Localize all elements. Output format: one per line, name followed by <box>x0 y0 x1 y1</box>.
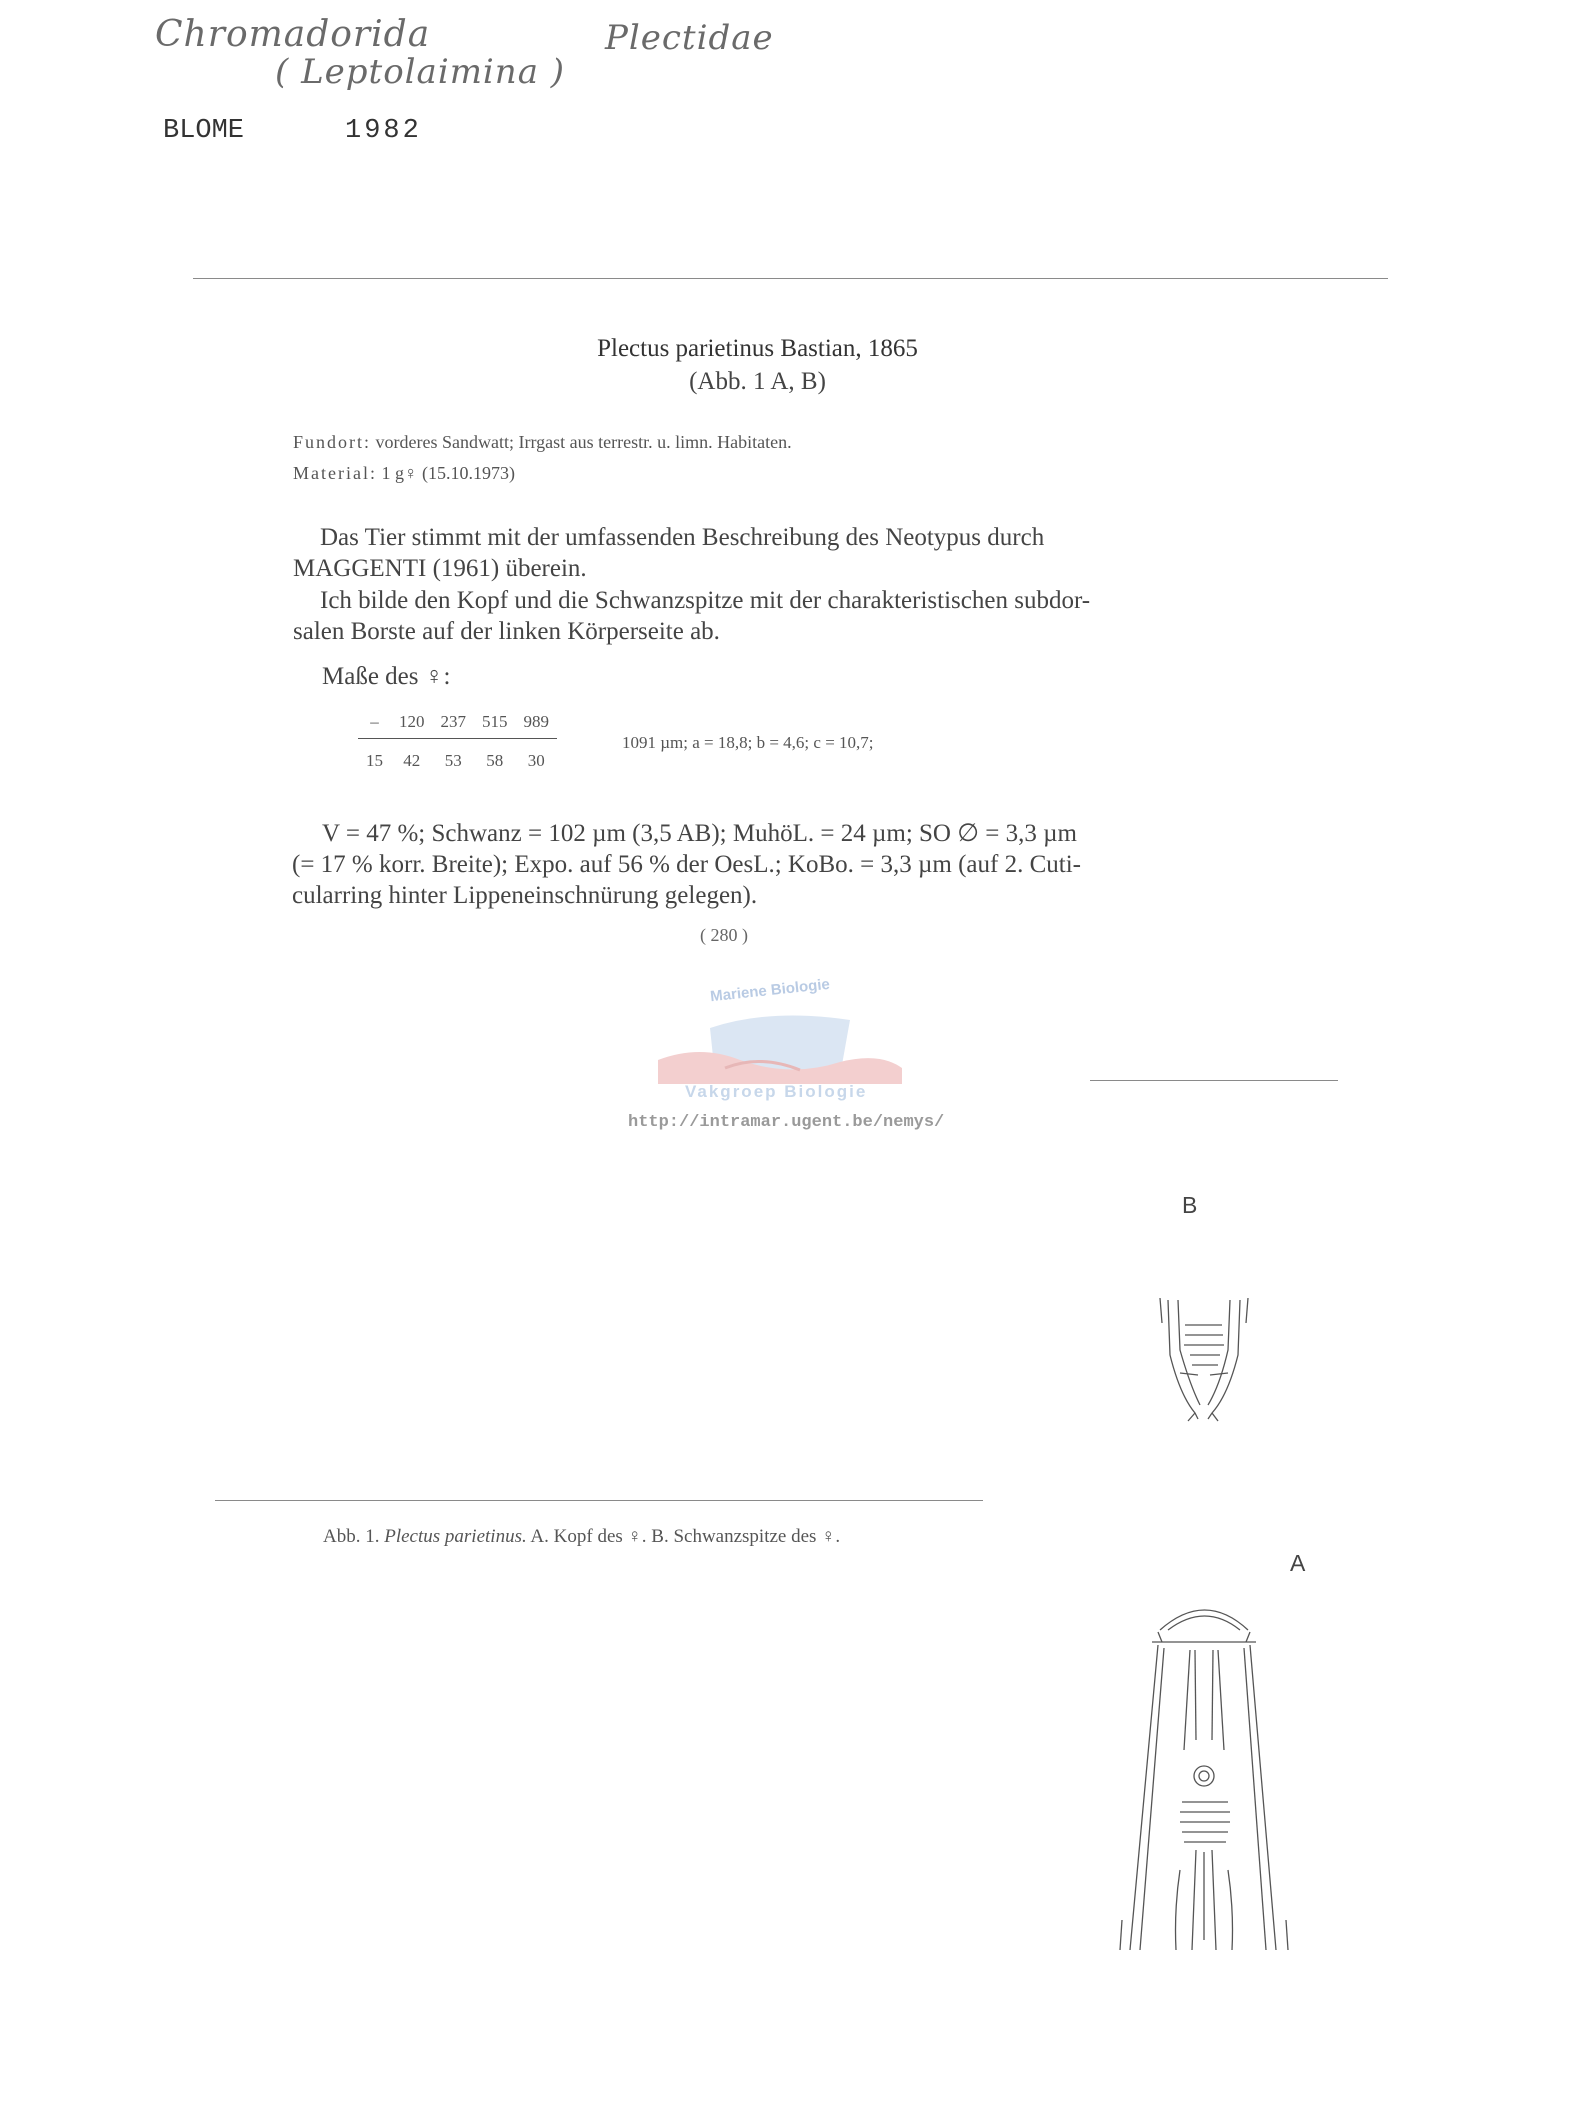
species-title <box>0 335 1515 363</box>
caption-species: Plectus parietinus. <box>384 1526 527 1547</box>
figure-caption <box>323 1526 840 1548</box>
caption-divider <box>215 1500 983 1501</box>
fundort-label: Fundort: <box>293 432 372 452</box>
paragraph-2-line-2: salen Borste auf der linken Körperseite ab. <box>293 618 720 645</box>
watermark-url[interactable]: http://intramar.ugent.be/nemys/ <box>628 1113 945 1132</box>
paragraph-1-line-1: Das Tier stimmt mit der umfassenden Beschreibung des Neotypus durch <box>320 524 1045 551</box>
caption-text: A. Kopf des ♀. B. Schwanzspitze des ♀. <box>530 1526 841 1547</box>
figure-reference: (Abb. 1 A, B) <box>689 368 826 395</box>
species-authority: Bastian, 1865 <box>780 335 918 362</box>
right-short-divider <box>1090 1080 1338 1081</box>
handwritten-family: Plectidae <box>605 18 774 58</box>
measurements-label: Maße des ♀: <box>322 663 451 690</box>
formula-bottom-value: 15 <box>366 751 383 770</box>
figure-label-a: A <box>1290 1550 1306 1576</box>
watermark-logo <box>640 975 910 1101</box>
watermark-top-text: Mariene Biologie <box>709 975 831 1006</box>
measurement-formula <box>358 712 557 771</box>
formula-bottom-value: 42 <box>403 751 421 770</box>
paragraph-1 <box>293 522 1045 584</box>
formula-bottom-value: 58 <box>486 751 504 770</box>
material-line <box>293 463 515 484</box>
paragraph-3 <box>292 818 1081 911</box>
species-name: Plectus parietinus <box>597 335 775 362</box>
caption-prefix: Abb. 1. <box>323 1526 380 1547</box>
figure-a-head-drawing <box>1080 1590 1330 1960</box>
handwritten-suborder: ( Leptolaimina ) <box>275 52 566 92</box>
fundort-text: vorderes Sandwatt; Irrgast aus terrestr. u. limn. Habitaten. <box>375 432 792 452</box>
page-number: ( 280 ) <box>700 925 748 945</box>
paragraph-2-line-1: Ich bilde den Kopf und die Schwanzspitze mit der charakteristischen subdor- <box>320 587 1091 614</box>
paragraph-3-line-2: (= 17 % korr. Breite); Expo. auf 56 % der OesL.; KoBo. = 3,3 µm (auf 2. Cuti- <box>292 851 1081 878</box>
top-divider <box>193 278 1388 279</box>
figure-b-tail-drawing <box>1150 1295 1270 1425</box>
material-text: 1 g♀ (15.10.1973) <box>381 463 515 483</box>
paragraph-3-line-1: V = 47 %; Schwanz = 102 µm (3,5 AB); MuhöL. = 24 µm; SO ∅ = 3,3 µm <box>322 820 1077 847</box>
formula-top-value: 237 <box>433 712 475 739</box>
paragraph-3-line-3: cularring hinter Lippeneinschnürung gelegen). <box>292 882 758 909</box>
formula-top-value: 989 <box>516 712 558 739</box>
watermark-bottom-text: Vakgroep Biologie <box>685 1082 868 1101</box>
formula-top-value: – <box>358 712 391 739</box>
material-label: Material: <box>293 463 377 483</box>
fundort-line <box>293 432 792 453</box>
figure-label-b: B <box>1182 1192 1198 1218</box>
paragraph-2 <box>293 585 1091 647</box>
header-year: 1982 <box>345 116 422 146</box>
formula-bottom-value: 30 <box>527 751 545 770</box>
formula-top-value: 120 <box>391 712 433 739</box>
handwritten-order: Chromadorida <box>155 14 431 55</box>
paragraph-1-line-2: MAGGENTI (1961) überein. <box>293 555 587 582</box>
formula-bottom-value: 53 <box>444 751 462 770</box>
header-author: BLOME <box>163 116 245 146</box>
formula-suffix: 1091 µm; a = 18,8; b = 4,6; c = 10,7; <box>622 733 874 752</box>
formula-top-value: 515 <box>474 712 516 739</box>
